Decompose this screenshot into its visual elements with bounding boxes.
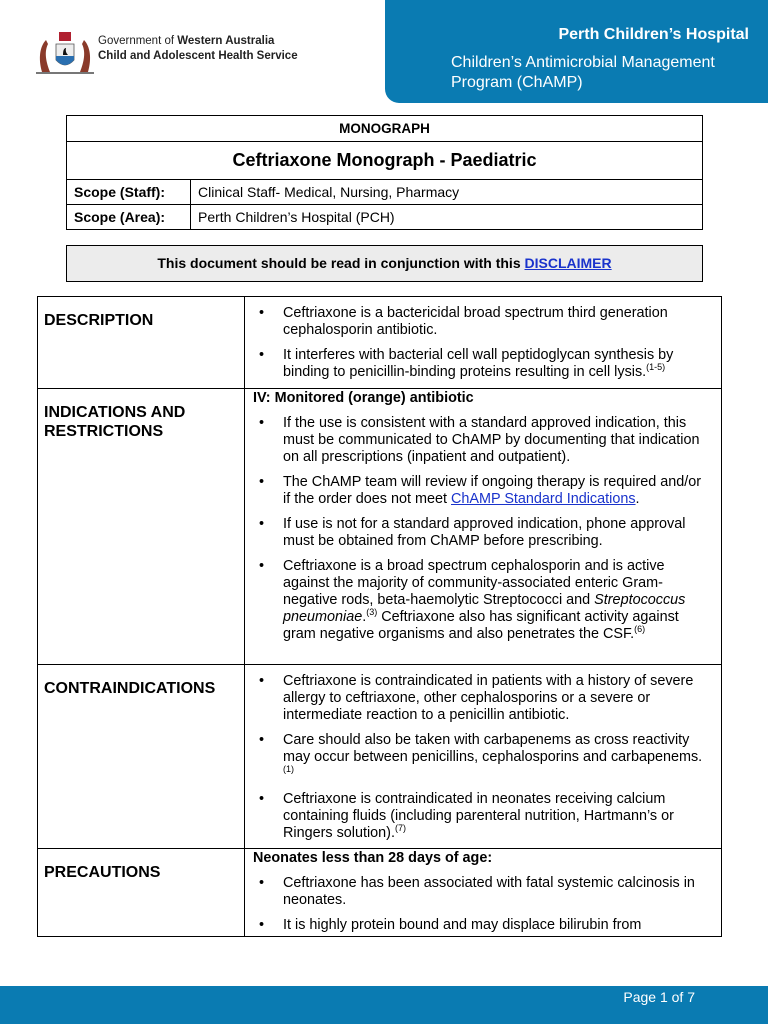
bullet-text: Ceftriaxone has been associated with fatal systemic calcinosis in neonates. — [283, 875, 695, 908]
bullet-text: Ceftriaxone also has significant activity against gram negative organisms and also penetrates the CSF. — [283, 609, 679, 642]
disclaimer-text: This document should be read in conjunction with this — [157, 255, 525, 271]
list-item — [253, 347, 711, 381]
page-number: Page 1 of 7 — [623, 989, 695, 1005]
scope-staff-label: Scope (Staff): — [67, 180, 191, 205]
section-heading: DESCRIPTION — [38, 297, 245, 389]
list-item — [253, 917, 711, 934]
bullet-text: Ceftriaxone is a broad spectrum cephalosporin and is active against the majority of community-associated enteric Gram-negative rods, beta-haemolytic Streptococci and — [283, 558, 665, 608]
list-item — [253, 673, 711, 724]
list-item — [253, 305, 711, 339]
bullet-text: If use is not for a standard approved indication, phone approval must be obtained from ChAMP before prescribing. — [283, 516, 686, 549]
bullet-text: Ceftriaxone is a bactericidal broad spectrum third generation cephalosporin antibiotic. — [283, 305, 668, 338]
bullet-text: . — [635, 491, 640, 507]
section-indications — [38, 389, 722, 665]
gov-state: Western Australia — [177, 35, 275, 47]
list-item — [253, 732, 711, 783]
section-subheading: IV: Monitored (orange) antibiotic — [253, 390, 474, 406]
bullet-text: It interferes with bacterial cell wall peptidoglycan synthesis by binding to penicillin-binding proteins resulting in cell lysis. — [283, 347, 674, 380]
hospital-name: Perth Children’s Hospital — [558, 26, 749, 43]
bullet-text: . — [362, 609, 367, 625]
bullet-text: It is highly protein bound and may displace bilirubin from — [283, 917, 642, 933]
list-item — [253, 558, 711, 643]
bullet-text: The ChAMP team will review if ongoing therapy is required and/or if the order does not meet — [283, 474, 702, 507]
bullet-text: Ceftriaxone is contraindicated in patients with a history of severe allergy to ceftriaxone, other cephalosporins or a severe or intermediate reaction to a penicillin antibiotic. — [283, 673, 694, 723]
section-heading: INDICATIONS AND RESTRICTIONS — [38, 389, 245, 665]
disclaimer-link[interactable]: DISCLAIMER — [524, 255, 612, 271]
section-subheading: Neonates less than 28 days of age: — [253, 850, 493, 866]
section-precautions — [38, 849, 722, 937]
monograph-label: MONOGRAPH — [67, 116, 703, 142]
program-name — [451, 53, 715, 93]
scope-area-value: Perth Children’s Hospital (PCH) — [191, 205, 703, 230]
champ-standard-indications-link[interactable]: ChAMP Standard Indications — [451, 491, 636, 507]
section-description — [38, 297, 722, 389]
scope-staff-value: Clinical Staff- Medical, Nursing, Pharmacy — [191, 180, 703, 205]
page-footer — [0, 986, 768, 1024]
list-item — [253, 415, 711, 466]
bullet-text: Ceftriaxone is contraindicated in neonates receiving calcium containing fluids (including parenteral nutrition, Hartmann’s or Ringers solution). — [283, 791, 674, 841]
reference: (1) — [283, 764, 294, 775]
list-item — [253, 474, 711, 508]
bullet-text: If the use is consistent with a standard approved indication, this must be communicated to ChAMP by documenting that indication on all prescriptions (inpatient and outpatient). — [283, 415, 700, 465]
list-item — [253, 791, 711, 842]
program-line-2: Program (ChAMP) — [451, 74, 583, 91]
monograph-title: Ceftriaxone Monograph - Paediatric — [67, 142, 703, 180]
gov-prefix: Government of — [98, 35, 178, 47]
list-item — [253, 516, 711, 550]
health-service-name: Child and Adolescent Health Service — [98, 50, 298, 62]
reference: (7) — [394, 823, 406, 834]
hospital-header-banner — [385, 0, 768, 103]
list-item — [253, 875, 711, 909]
monograph-sections-table — [37, 296, 722, 937]
reference: (6) — [634, 624, 646, 635]
disclaimer-box — [66, 245, 703, 282]
reference: (3) — [366, 607, 378, 618]
wa-coat-of-arms-logo — [34, 28, 96, 76]
organism-name: Streptococcus pneumoniae — [283, 592, 686, 625]
section-heading: PRECAUTIONS — [38, 849, 245, 937]
scope-area-label: Scope (Area): — [67, 205, 191, 230]
reference: (1-5) — [646, 362, 666, 373]
monograph-info-table — [66, 115, 703, 230]
section-contraindications — [38, 665, 722, 849]
program-line-1: Children’s Antimicrobial Management — [451, 54, 715, 71]
government-branding — [98, 34, 298, 64]
section-heading: CONTRAINDICATIONS — [38, 665, 245, 849]
bullet-text: Care should also be taken with carbapenems as cross reactivity may occur between penicillins, cephalosporins and carbapenems. — [283, 732, 703, 765]
